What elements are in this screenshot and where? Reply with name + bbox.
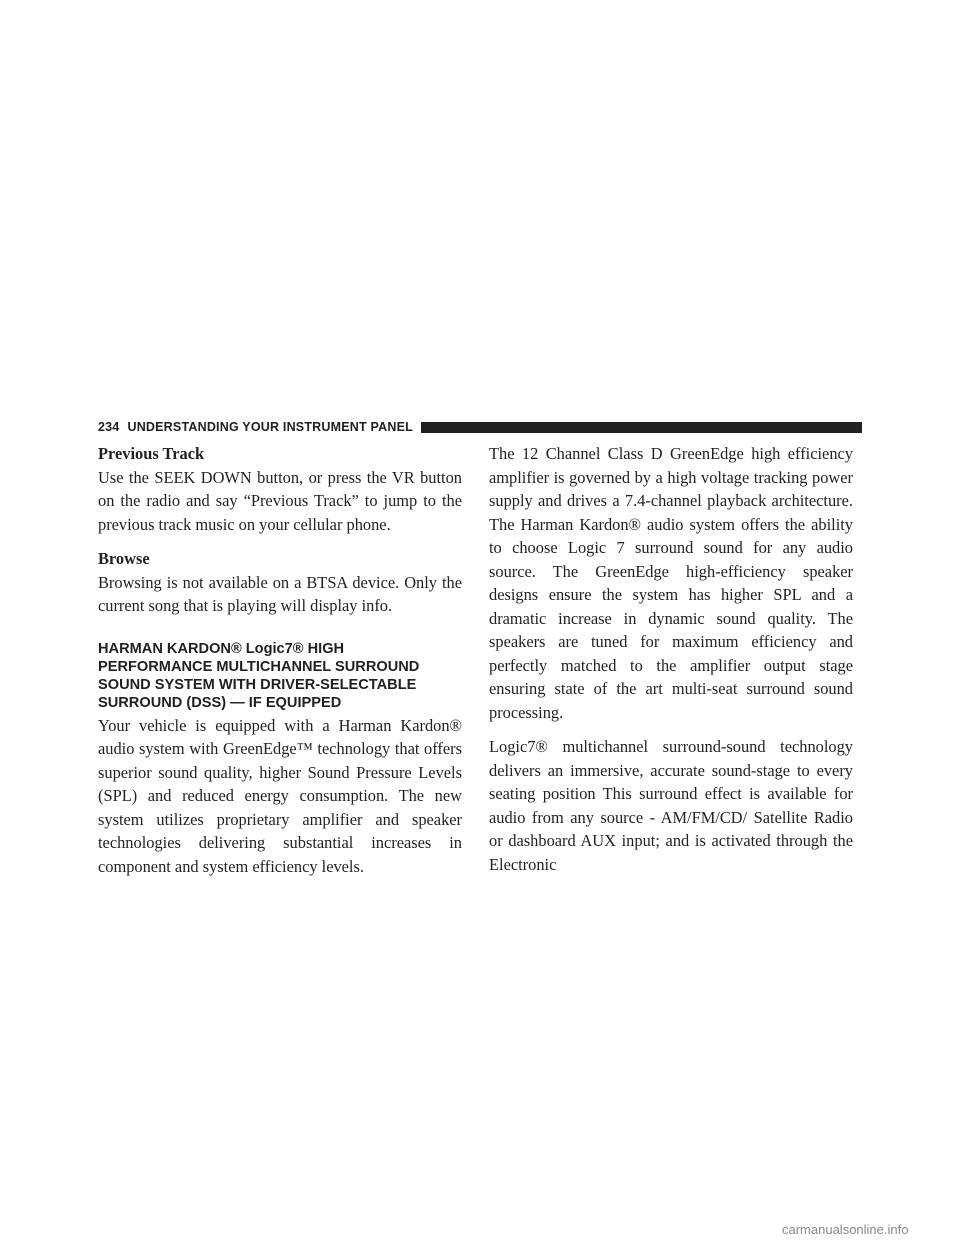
amplifier-paragraph: The 12 Channel Class D GreenEdge high efficiency amplifier is governed by a high voltage tracking power supply and drives a 7.4-channel playback architecture. The Harman Kardon® audio system offers the ability to choose Logic 7 surround sound for any audio source. The GreenEdge high-efficiency speaker designs ensure the system has higher SPL and a dramatic increase in dynamic sound quality. The speakers are tuned for maximum efficiency and perfectly matched to the amplifier output stage ensuring state of the art multi-seat surround sound processing. [489, 444, 853, 722]
page-header [98, 420, 862, 434]
left-column [98, 442, 462, 889]
page-number: 234 [98, 420, 120, 434]
watermark-text: carmanualsonline.info [782, 1222, 909, 1237]
logic7-paragraph: Logic7® multichannel surround-sound technology delivers an immersive, accurate sound-stage to every seating position This surround effect is available for audio from any source - AM/FM/CD/ Satellite Radio or dashboard AUX input; and is activated through the Electronic [489, 737, 853, 874]
browse-heading: Browse [98, 549, 150, 568]
right-column [489, 442, 853, 887]
harman-kardon-heading: HARMAN KARDON® Logic7® HIGH PERFORMANCE MULTICHANNEL SURROUND SOUND SYSTEM WITH DRIVER-SELECTABLE SURROUND (DSS) — IF EQUIPPED [98, 640, 420, 711]
browse-paragraph: Browsing is not available on a BTSA device. Only the current song that is playing will display info. [98, 572, 462, 615]
header-rule [421, 422, 862, 433]
previous-track-paragraph: Use the SEEK DOWN button, or press the VR button on the radio and say “Previous Track” to jump to the previous track music on your cellular phone. [98, 467, 462, 534]
previous-track-heading: Previous Track [98, 444, 205, 463]
harman-kardon-paragraph: Your vehicle is equipped with a Harman Kardon® audio system with GreenEdge™ technology that offers superior sound quality, higher Sound Pressure Levels (SPL) and reduced energy consumption. The new system utilizes proprietary amplifier and speaker technologies delivering substantial increases in component and system efficiency levels. [98, 715, 462, 876]
section-title: UNDERSTANDING YOUR INSTRUMENT PANEL [127, 420, 413, 434]
